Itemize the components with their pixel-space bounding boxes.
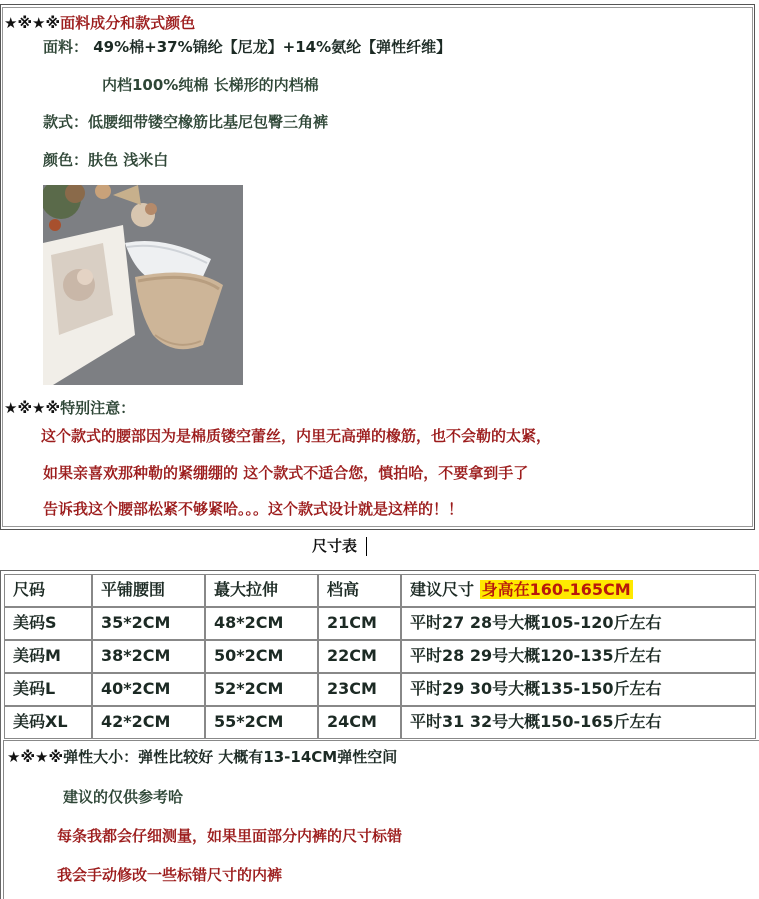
- header-max-stretch: 蕞大拉伸: [205, 574, 318, 607]
- elastic-line-2: 每条我都会仔细测量，如果里面部分内裤的尺寸标错: [57, 827, 403, 845]
- notice-heading-row: [4, 398, 135, 418]
- elastic-line-3: 我会手动修改一些标错尺寸的内裤: [57, 866, 283, 884]
- row-m-recommended: 平时28 29号大概120-135斤左右: [401, 640, 756, 673]
- elastic-notes-box: [3, 740, 759, 899]
- row-xl-rise: 24CM: [318, 706, 401, 739]
- notice-heading: 特别注意：: [60, 399, 136, 417]
- row-l-waist: 40*2CM: [92, 673, 205, 706]
- fabric-row: [43, 37, 451, 57]
- color-label: 颜色：: [43, 151, 89, 169]
- elastic-heading-row: [7, 747, 397, 767]
- elastic-heading: 弹性大小：弹性比较好 大概有13-14CM弹性空间: [63, 748, 398, 766]
- row-s-waist: 35*2CM: [92, 607, 205, 640]
- row-xl-recommended: 平时31 32号大概150-165斤左右: [401, 706, 756, 739]
- row-xl-stretch: 55*2CM: [205, 706, 318, 739]
- row-m-rise: 22CM: [318, 640, 401, 673]
- color-row: [43, 150, 168, 170]
- row-m-size: 美码M: [4, 640, 92, 673]
- header-size: 尺码: [4, 574, 92, 607]
- fabric-heading-row: [4, 13, 195, 33]
- notice-line-3: 告诉我这个腰部松紧不够紧哈。。。这个款式设计就是这样的！！: [43, 500, 464, 518]
- heading-stars: ★※★※: [4, 14, 61, 32]
- header-waist: 平铺腰围: [92, 574, 205, 607]
- row-s-recommended: 平时27 28号大概105-120斤左右: [401, 607, 756, 640]
- row-l-stretch: 52*2CM: [205, 673, 318, 706]
- row-l-size: 美码L: [4, 673, 92, 706]
- row-m-stretch: 50*2CM: [205, 640, 318, 673]
- fabric-label: 面料：: [43, 38, 89, 56]
- notice-line-2: 如果亲喜欢那种勒的紧绷绷的 这个款式不适合您，慎拍哈，不要拿到手了: [43, 464, 529, 482]
- row-xl-waist: 42*2CM: [92, 706, 205, 739]
- header-rise: 档高: [318, 574, 401, 607]
- text-cursor: [366, 537, 367, 556]
- style-label: 款式：: [43, 113, 89, 131]
- notice-heading-stars: ★※★※: [4, 399, 61, 417]
- row-s-rise: 21CM: [318, 607, 401, 640]
- notice-line-1: 这个款式的腰部因为是棉质镂空蕾丝，内里无高弹的橡筋，也不会勒的太紧，: [41, 427, 552, 445]
- height-note: 身高在160-165CM: [481, 580, 631, 599]
- size-table-title: 尺寸表: [312, 537, 358, 555]
- row-s-stretch: 48*2CM: [205, 607, 318, 640]
- elastic-line-1: 建议的仅供参考哈: [63, 788, 184, 806]
- row-l-recommended: 平时29 30号大概135-150斤左右: [401, 673, 756, 706]
- fabric-heading: 面料成分和款式颜色: [60, 14, 196, 32]
- style-value: 低腰细带镂空橡筋比基尼包臀三角裤: [88, 113, 329, 131]
- row-l-rise: 23CM: [318, 673, 401, 706]
- product-photo: [43, 185, 243, 385]
- style-row: [43, 112, 328, 132]
- color-value: 肤色 浅米白: [88, 151, 169, 169]
- row-m-waist: 38*2CM: [92, 640, 205, 673]
- header-recommended-label: 建议尺寸: [410, 580, 475, 599]
- fabric-value: 49%棉+37%锦纶【尼龙】+14%氨纶【弹性纤维】: [93, 38, 452, 56]
- row-s-size: 美码S: [4, 607, 92, 640]
- lining-text: 内档100%纯棉 长梯形的内档棉: [102, 76, 319, 94]
- fabric-info-box: [0, 4, 755, 530]
- elastic-heading-stars: ★※★※: [7, 748, 64, 766]
- row-xl-size: 美码XL: [4, 706, 92, 739]
- header-recommended: [401, 574, 756, 607]
